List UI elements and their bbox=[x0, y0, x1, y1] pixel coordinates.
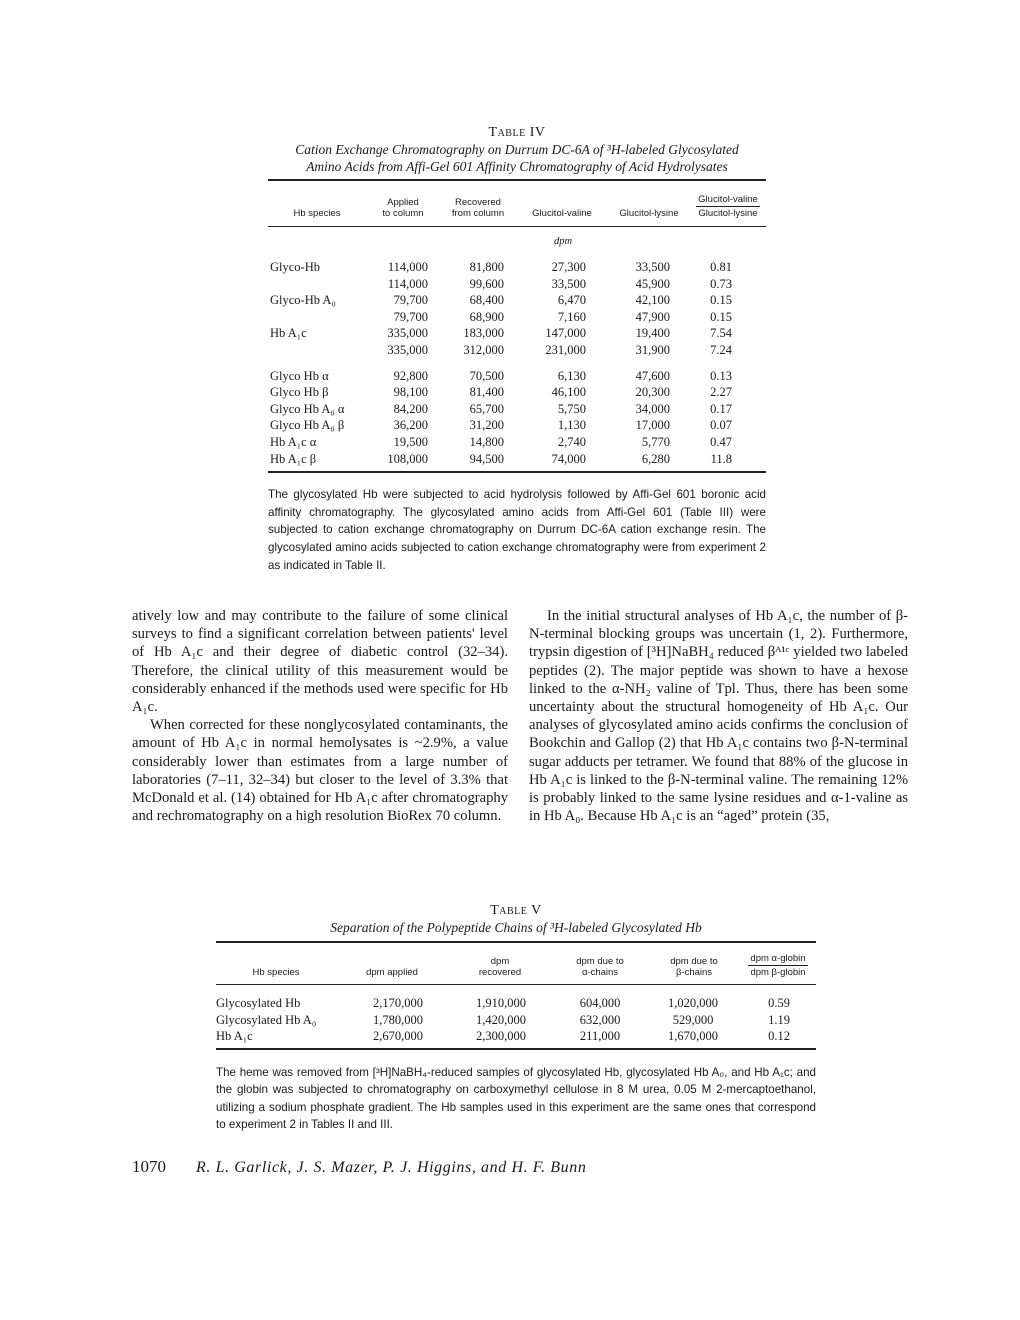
cell-alpha: 211,000 bbox=[579, 1029, 621, 1043]
cell-species: Glycosylated Hb A₀ bbox=[216, 1012, 317, 1027]
cell-pad bbox=[732, 434, 766, 451]
cell-recovered: 1,910,000 bbox=[476, 996, 526, 1010]
cell-lysine: 20,300 bbox=[635, 385, 670, 400]
header-dpm-alpha: dpm due to α-chains bbox=[576, 956, 624, 978]
cell-ratio: 11.8 bbox=[710, 451, 732, 466]
cell-ratio: 7.24 bbox=[710, 342, 732, 357]
cell-applied: 114,000 bbox=[387, 260, 428, 274]
cell-pad bbox=[732, 451, 766, 468]
cell-pad bbox=[732, 259, 766, 276]
table-iv-unit: dpm bbox=[553, 236, 573, 247]
cell-applied: 92,800 bbox=[393, 368, 428, 383]
cell-species: Hb A₁c α bbox=[270, 434, 317, 449]
table-iv-title: Table IV bbox=[488, 125, 546, 140]
table-iv-body bbox=[268, 235, 766, 259]
cell-species: Hb A₁c β bbox=[270, 451, 317, 466]
page-number: 1070 bbox=[132, 1157, 166, 1176]
table-iv-footnote: The glycosylated Hb were subjected to acid hydrolysis followed by Affi-Gel 601 boronic acid affinity chromatography. The glycosylated amino acids from Affi-Gel 601 (Table III) were subjected to cation exchange chromatography on Durrum DC-6A cation exchange resin. The glycosylated amino acids subjected to cation exchange chromatography were from experiment 2 as indicated in Table II. bbox=[268, 488, 766, 572]
cell-lysine: 47,600 bbox=[635, 368, 670, 383]
cell-lysine: 17,000 bbox=[635, 418, 670, 433]
cell-applied: 79,700 bbox=[393, 309, 428, 324]
cell-pad bbox=[732, 368, 766, 385]
table-iv-header-rule bbox=[268, 226, 766, 227]
cell-ratio: 0.15 bbox=[710, 293, 732, 308]
cell-ratio: 0.13 bbox=[710, 368, 732, 383]
table-v-top-rule bbox=[216, 941, 816, 943]
cell-applied: 19,500 bbox=[393, 434, 428, 449]
cell-recovered: 70,500 bbox=[469, 368, 504, 383]
cell-valine: 7,160 bbox=[557, 309, 586, 324]
cell-pad bbox=[732, 342, 766, 359]
cell-ratio: 0.15 bbox=[710, 309, 732, 324]
cell-lysine: 42,100 bbox=[635, 293, 670, 308]
cell-recovered: 14,800 bbox=[469, 434, 504, 449]
cell-valine: 5,750 bbox=[557, 401, 586, 416]
cell-recovered: 81,400 bbox=[469, 385, 504, 400]
table-v-header-rule bbox=[216, 984, 816, 985]
cell-species: Glyco Hb A₀ α bbox=[270, 401, 345, 416]
table-iv-row bbox=[268, 292, 766, 309]
cell-recovered: 99,600 bbox=[469, 276, 504, 291]
table-iv-group-1 bbox=[268, 259, 766, 359]
header-glucitol-lysine: Glucitol-lysine bbox=[619, 208, 679, 219]
cell-species: Glyco-Hb A₀ bbox=[270, 293, 336, 308]
cell-species: Hb A₁c bbox=[270, 326, 307, 341]
right-column bbox=[529, 607, 908, 825]
cell-applied: 84,200 bbox=[393, 401, 428, 416]
cell-recovered: 94,500 bbox=[469, 451, 504, 466]
table-iv-row bbox=[268, 325, 766, 342]
cell-recovered: 31,200 bbox=[469, 418, 504, 433]
table-v-header bbox=[216, 953, 816, 978]
cell-valine: 1,130 bbox=[557, 418, 586, 433]
cell-valine: 33,500 bbox=[551, 276, 586, 291]
cell-alpha: 632,000 bbox=[579, 1012, 621, 1027]
table-v-footnote: The heme was removed from [³H]NaBH₄-reduced samples of glycosylated Hb, glycosylated Hb A₀, and Hb A₁c; and the globin was subjected to chromatography on carboxymethyl cellulose in 8 M urea, 0.05 M 2-mercaptoethanol, utilizing a sodium phosphate gradient. The Hb samples used in this experiment are the same ones that correspond to experiment 2 in Tables II and III. bbox=[216, 1065, 816, 1132]
cell-recovered: 1,420,000 bbox=[476, 1012, 526, 1027]
table-v-title: Table V bbox=[490, 903, 542, 918]
cell-lysine: 47,900 bbox=[635, 309, 670, 324]
left-paragraph-1: atively low and may contribute to the failure of some clinical surveys to find a significant correlation between patients' level of Hb A₁c and their degree of diabetic control (32–34). Therefore, the clinical utility of this measurement would be considerably enhanced if the methods used were specific for Hb A₁c. bbox=[132, 608, 508, 716]
header-glucitol-valine: Glucitol-valine bbox=[532, 208, 592, 219]
cell-pad bbox=[732, 401, 766, 418]
author-line: R. L. Garlick, J. S. Mazer, P. J. Higgins, and H. F. Bunn bbox=[196, 1159, 587, 1176]
cell-recovered: 68,400 bbox=[469, 293, 504, 308]
table-iv-row bbox=[268, 417, 766, 434]
cell-applied: 1,780,000 bbox=[373, 1012, 423, 1027]
header-recovered: Recovered from column bbox=[451, 197, 505, 219]
table-iv-bottom-rule bbox=[268, 471, 766, 473]
table-iv bbox=[268, 124, 766, 574]
left-column bbox=[132, 607, 508, 825]
cell-species: Glyco Hb β bbox=[270, 385, 329, 400]
table-iv-row bbox=[268, 451, 766, 468]
cell-ratio: 0.12 bbox=[768, 1029, 790, 1043]
cell-valine: 147,000 bbox=[545, 326, 586, 341]
table-v-row bbox=[216, 995, 816, 1012]
cell-species: Glycosylated Hb bbox=[216, 996, 301, 1010]
cell-species bbox=[268, 309, 364, 326]
cell-pad bbox=[732, 325, 766, 342]
cell-ratio: 0.07 bbox=[710, 418, 732, 433]
cell-applied: 108,000 bbox=[387, 451, 428, 466]
cell-applied: 335,000 bbox=[387, 342, 428, 357]
cell-alpha: 604,000 bbox=[579, 996, 621, 1010]
cell-valine: 74,000 bbox=[551, 451, 586, 466]
cell-ratio: 0.17 bbox=[710, 401, 732, 416]
cell-beta: 1,020,000 bbox=[668, 996, 718, 1010]
table-iv-row bbox=[268, 401, 766, 418]
page-footer bbox=[132, 1157, 586, 1177]
cell-valine: 6,470 bbox=[557, 293, 586, 308]
table-v-caption: Separation of the Polypeptide Chains of ³H-labeled Glycosylated Hb bbox=[330, 920, 702, 935]
cell-recovered: 81,800 bbox=[469, 260, 504, 274]
cell-applied: 2,670,000 bbox=[373, 1029, 423, 1043]
table-v-row bbox=[216, 1028, 816, 1045]
cell-applied: 2,170,000 bbox=[373, 996, 423, 1010]
cell-species bbox=[268, 342, 364, 359]
cell-beta: 1,670,000 bbox=[668, 1029, 718, 1043]
header-hb-species: Hb species bbox=[252, 967, 300, 978]
header-globin-ratio: $\frac{\text{dpm α-globin}}{\text{dpm β-globin}}$ bbox=[750, 953, 806, 978]
cell-species: Glyco Hb α bbox=[270, 368, 329, 383]
cell-ratio: 0.81 bbox=[710, 260, 732, 274]
cell-valine: 231,000 bbox=[545, 342, 586, 357]
cell-beta: 529,000 bbox=[672, 1012, 714, 1027]
table-iv-caption-line-1: Cation Exchange Chromatography on Durrum DC-6A of ³H-labeled Glycosylated bbox=[295, 142, 739, 157]
table-v bbox=[216, 902, 816, 1134]
table-v-bottom-rule bbox=[216, 1048, 816, 1050]
cell-ratio: 0.47 bbox=[710, 434, 732, 449]
cell-applied: 79,700 bbox=[393, 293, 428, 308]
header-applied: Applied to column bbox=[382, 197, 424, 219]
table-iv-row bbox=[268, 309, 766, 326]
cell-lysine: 19,400 bbox=[635, 326, 670, 341]
cell-lysine: 33,500 bbox=[635, 260, 670, 274]
table-iv-row bbox=[268, 368, 766, 385]
cell-species bbox=[268, 276, 364, 293]
table-iv-row bbox=[268, 276, 766, 293]
table-v-body bbox=[216, 995, 816, 1045]
cell-lysine: 34,000 bbox=[635, 401, 670, 416]
cell-lysine: 5,770 bbox=[641, 434, 670, 449]
cell-applied: 114,000 bbox=[387, 276, 428, 291]
cell-species: Hb A₁c bbox=[216, 1029, 253, 1043]
cell-applied: 335,000 bbox=[387, 326, 428, 341]
table-iv-header bbox=[268, 194, 766, 219]
header-dpm-applied: dpm applied bbox=[366, 967, 418, 978]
cell-recovered: 312,000 bbox=[463, 342, 504, 357]
cell-valine: 27,300 bbox=[551, 260, 586, 274]
cell-pad bbox=[732, 276, 766, 293]
cell-ratio: 0.59 bbox=[768, 996, 790, 1010]
left-paragraph-2: When corrected for these nonglycosylated contaminants, the amount of Hb A₁c in normal hemolysates is ~2.9%, a value considerably lower than estimates from a large number of laboratories (7–11, 32–34) but closer to the level of 3.3% that McDonald et al. (14) obtained for Hb A₁c after chromatography and rechromatography on a high resolution BioRex 70 column. bbox=[132, 717, 508, 825]
cell-valine: 46,100 bbox=[551, 385, 586, 400]
header-ratio: $\frac{\text{Glucitol-valine}}{\text{Glucitol-lysine}}$ bbox=[698, 194, 758, 219]
cell-valine: 2,740 bbox=[557, 434, 586, 449]
cell-ratio: 1.19 bbox=[768, 1012, 790, 1027]
cell-applied: 98,100 bbox=[393, 385, 428, 400]
cell-ratio: 0.73 bbox=[710, 276, 732, 291]
cell-applied: 36,200 bbox=[393, 418, 428, 433]
cell-ratio: 2.27 bbox=[710, 385, 732, 400]
header-dpm-recovered: dpm recovered bbox=[478, 956, 522, 978]
cell-pad bbox=[732, 309, 766, 326]
header-dpm-beta: dpm due to β-chains bbox=[670, 956, 718, 978]
right-paragraph-1: In the initial structural analyses of Hb A₁c, the number of β-N-terminal blocking groups was uncertain (1, 2). Furthermore, trypsin digestion of [³H]NaBH₄ reduced βᴬ¹ᶜ yielded two labeled peptides (2). The major peptide was shown to have a hexose linked to the α-NH₂ valine of Tpl. Thus, there has been some uncertainty about the structural homogeneity of Hb A₁c. Our analyses of glycosylated amino acids confirms the conclusion of Bookchin and Gallop (2) that Hb A₁c contains two β-N-terminal sugar adducts per tetramer. We found that 88% of the glucose in Hb A₁c is linked to the β-N-terminal valine. The remaining 12% is probably linked to the same lysine residues and α-1-valine as in Hb A₀. Because Hb A₁c is an “aged” protein (35, bbox=[529, 608, 908, 825]
cell-ratio: 7.54 bbox=[710, 326, 732, 341]
cell-lysine: 31,900 bbox=[635, 342, 670, 357]
table-iv-top-rule bbox=[268, 179, 766, 181]
table-iv-row bbox=[268, 384, 766, 401]
cell-species: Glyco-Hb bbox=[270, 260, 320, 274]
table-iv-row bbox=[268, 342, 766, 359]
cell-recovered: 68,900 bbox=[469, 309, 504, 324]
cell-pad bbox=[732, 384, 766, 401]
cell-recovered: 2,300,000 bbox=[476, 1029, 526, 1043]
cell-species: Glyco Hb A₀ β bbox=[270, 418, 345, 433]
cell-pad bbox=[732, 292, 766, 309]
header-hb-species: Hb species bbox=[293, 208, 341, 219]
cell-valine: 6,130 bbox=[557, 368, 586, 383]
cell-lysine: 6,280 bbox=[641, 451, 670, 466]
table-iv-row bbox=[268, 259, 766, 276]
cell-pad bbox=[732, 417, 766, 434]
table-iv-row bbox=[268, 434, 766, 451]
cell-recovered: 65,700 bbox=[469, 401, 504, 416]
table-v-row bbox=[216, 1012, 816, 1029]
table-iv-caption-line-2: Amino Acids from Affi-Gel 601 Affinity Chromatography of Acid Hydrolysates bbox=[306, 159, 728, 174]
table-iv-group-2 bbox=[268, 368, 766, 468]
cell-lysine: 45,900 bbox=[635, 276, 670, 291]
cell-recovered: 183,000 bbox=[463, 326, 504, 341]
